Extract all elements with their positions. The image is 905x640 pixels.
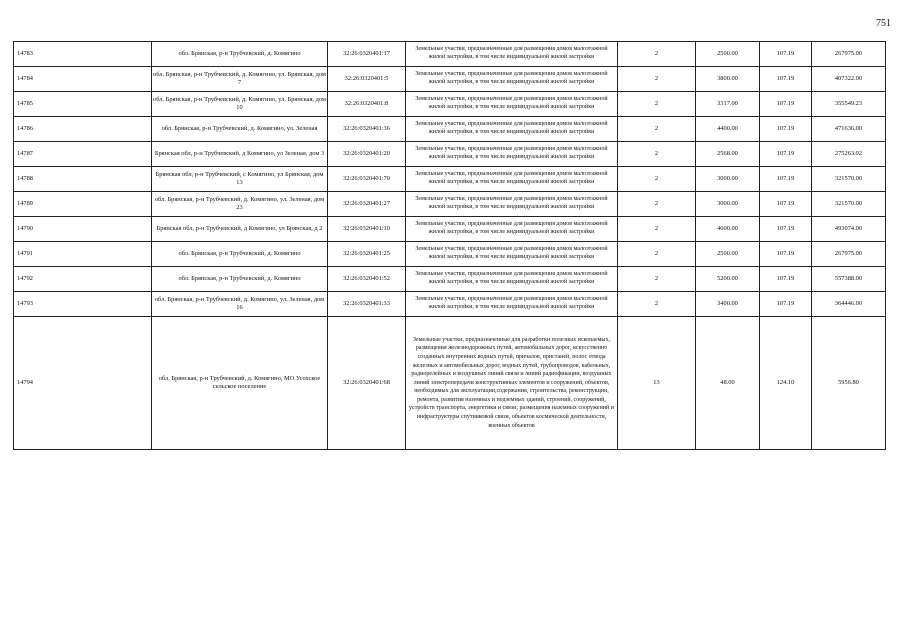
cadastral-value-cell: 275263.92 [812,142,886,167]
land-use-cell: Земельные участки, предназначенные для размещения домов малоэтажной жилой застройки, в том числе индивидуальной жилой застройки [406,242,618,267]
table-body [14,42,886,450]
group-number-cell: 2 [618,217,696,242]
group-number-cell: 13 [618,317,696,450]
specific-value-cell: 107.19 [760,42,812,67]
specific-value-cell: 124.10 [760,317,812,450]
address-cell: обл. Брянская, р-н Трубчевский, д. Комягино, МО Усохское сельское поселение [152,317,328,450]
cadastral-number-cell: 32:26:0320401:68 [328,317,406,450]
cadastral-number-cell: 32:26:0320401:20 [328,142,406,167]
cadastral-number-cell: 32:26:0320401:27 [328,192,406,217]
specific-value-cell: 107.19 [760,292,812,317]
cadastral-number-cell: 32:26:0320401:52 [328,267,406,292]
group-number-cell: 2 [618,242,696,267]
record-number: 14785 [14,92,152,117]
specific-value-cell: 107.19 [760,217,812,242]
table-row [14,267,886,292]
land-use-cell: Земельные участки, предназначенные для размещения домов малоэтажной жилой застройки, в том числе индивидуальной жилой застройки [406,217,618,242]
table-row [14,142,886,167]
group-number-cell: 2 [618,267,696,292]
land-use-cell: Земельные участки, предназначенные для размещения домов малоэтажной жилой застройки, в том числе индивидуальной жилой застройки [406,42,618,67]
cadastral-number-cell: 32:26:0320401:25 [328,242,406,267]
land-use-cell: Земельные участки, предназначенные для размещения домов малоэтажной жилой застройки, в том числе индивидуальной жилой застройки [406,117,618,142]
address-cell: Брянская обл, р-н Трубчевский, д Комягино, ул Зеленая, дом 3 [152,142,328,167]
cadastral-value-cell: 557388.00 [812,267,886,292]
land-use-cell: Земельные участки, предназначенные для размещения домов малоэтажной жилой застройки, в том числе индивидуальной жилой застройки [406,192,618,217]
land-use-cell: Земельные участки, предназначенные для размещения домов малоэтажной жилой застройки, в том числе индивидуальной жилой застройки [406,292,618,317]
group-number-cell: 2 [618,192,696,217]
cadastral-value-cell: 407322.00 [812,67,886,92]
record-number: 14783 [14,42,152,67]
specific-value-cell: 107.19 [760,267,812,292]
page-number: 751 [876,18,891,29]
address-cell: обл. Брянская, р-н Трубчевский, д. Комягино, ул. Зеленая, дом 23 [152,192,328,217]
record-number: 14784 [14,67,152,92]
cadastral-value-cell: 321570.00 [812,167,886,192]
record-number: 14792 [14,267,152,292]
table-row [14,92,886,117]
area-cell: 2500.00 [696,242,760,267]
land-use-cell: Земельные участки, предназначенные для размещения домов малоэтажной жилой застройки, в том числе индивидуальной жилой застройки [406,67,618,92]
cadastral-number-cell: 32:26:0320401:5 [328,67,406,92]
group-number-cell: 2 [618,92,696,117]
specific-value-cell: 107.19 [760,167,812,192]
group-number-cell: 2 [618,167,696,192]
area-cell: 48.00 [696,317,760,450]
table-row [14,67,886,92]
address-cell: Брянская обл, р-н Трубчевский, д Комягино, ул Брянская, д 2 [152,217,328,242]
address-cell: обл. Брянская, р-н Трубчевский, д. Комягино [152,267,328,292]
cadastral-value-cell: 493074.00 [812,217,886,242]
table-row [14,242,886,267]
table-row [14,167,886,192]
record-number: 14790 [14,217,152,242]
table-row [14,317,886,450]
land-use-cell: Земельные участки, предназначенные для размещения домов малоэтажной жилой застройки, в том числе индивидуальной жилой застройки [406,167,618,192]
cadastral-number-cell: 32:26:0320401:8 [328,92,406,117]
area-cell: 2500.00 [696,42,760,67]
group-number-cell: 2 [618,67,696,92]
area-cell: 4400.00 [696,117,760,142]
cadastral-number-cell: 32:26:0320401:33 [328,292,406,317]
land-use-cell: Земельные участки, предназначенные для размещения домов малоэтажной жилой застройки, в том числе индивидуальной жилой застройки [406,92,618,117]
cadastral-value-cell: 364446.00 [812,292,886,317]
specific-value-cell: 107.19 [760,117,812,142]
address-cell: обл. Брянская, р-н Трубчевский, д. Комягино, ул. Зеленая [152,117,328,142]
group-number-cell: 2 [618,142,696,167]
group-number-cell: 2 [618,117,696,142]
record-number: 14789 [14,192,152,217]
area-cell: 3317.00 [696,92,760,117]
record-number: 14794 [14,317,152,450]
specific-value-cell: 107.19 [760,142,812,167]
address-cell: обл. Брянская, р-н Трубчевский, д. Комягино, ул. Брянская, дом 7 [152,67,328,92]
specific-value-cell: 107.19 [760,92,812,117]
specific-value-cell: 107.19 [760,242,812,267]
table-row [14,117,886,142]
group-number-cell: 2 [618,42,696,67]
area-cell: 4600.00 [696,217,760,242]
cadastral-value-cell: 471636.00 [812,117,886,142]
address-cell: Брянская обл, р-н Трубчевский, с Комягино, ул Брянская, дом 13 [152,167,328,192]
area-cell: 3000.00 [696,192,760,217]
record-number: 14793 [14,292,152,317]
cadastral-value-cell: 355549.23 [812,92,886,117]
table-row [14,192,886,217]
land-use-cell: Земельные участки, предназначенные для разработки полезных ископаемых, размещения железнодорожных путей, автомобильных дорог, искусственно созданных внутренних водных путей, причалов, пристаней, полос отвода железных и автомобильных дорог, водных путей, трубопроводов, кабельных, радиорелейных и воздушных линий связи и линий радиофикации, воздушных линий электропередачи конструктивных элементов и сооружений, объектов, необходимых для эксплуатации,содержания, строительства, реконструкции, ремонта, развития наземных и подземных зданий, строений, сооружений, устройств транспорта, энергетики и связи; размещения наземных сооружений и инфраструктуры спутниковой связи, объектов космической деятельности, военных объектов [406,317,618,450]
record-number: 14791 [14,242,152,267]
table-row [14,42,886,67]
area-cell: 5200.00 [696,267,760,292]
cadastral-number-cell: 32:26:0320401:36 [328,117,406,142]
cadastral-number-cell: 32:26:0320401:17 [328,42,406,67]
cadastral-value-cell: 5956.80 [812,317,886,450]
table-row [14,217,886,242]
area-cell: 2568.00 [696,142,760,167]
address-cell: обл. Брянская, р-н Трубчевский, д. Комягино, ул. Зеленая, дом 16 [152,292,328,317]
cadastral-value-table [13,41,886,450]
address-cell: обл. Брянская, р-н Трубчевский, д. Комягино [152,242,328,267]
specific-value-cell: 107.19 [760,192,812,217]
cadastral-number-cell: 32:26:0320401:70 [328,167,406,192]
specific-value-cell: 107.19 [760,67,812,92]
area-cell: 3800.00 [696,67,760,92]
address-cell: обл. Брянская, р-н Трубчевский, д. Комягино [152,42,328,67]
record-number: 14786 [14,117,152,142]
area-cell: 3000.00 [696,167,760,192]
area-cell: 3400.00 [696,292,760,317]
address-cell: обл. Брянская, р-н Трубчевский, д. Комягино, ул. Брянская, дом 10 [152,92,328,117]
cadastral-value-cell: 267975.00 [812,42,886,67]
cadastral-number-cell: 32:26:0320401:10 [328,217,406,242]
group-number-cell: 2 [618,292,696,317]
land-use-cell: Земельные участки, предназначенные для размещения домов малоэтажной жилой застройки, в том числе индивидуальной жилой застройки [406,142,618,167]
land-use-cell: Земельные участки, предназначенные для размещения домов малоэтажной жилой застройки, в том числе индивидуальной жилой застройки [406,267,618,292]
table-row [14,292,886,317]
cadastral-value-cell: 267975.00 [812,242,886,267]
record-number: 14787 [14,142,152,167]
record-number: 14788 [14,167,152,192]
cadastral-value-cell: 321570.00 [812,192,886,217]
